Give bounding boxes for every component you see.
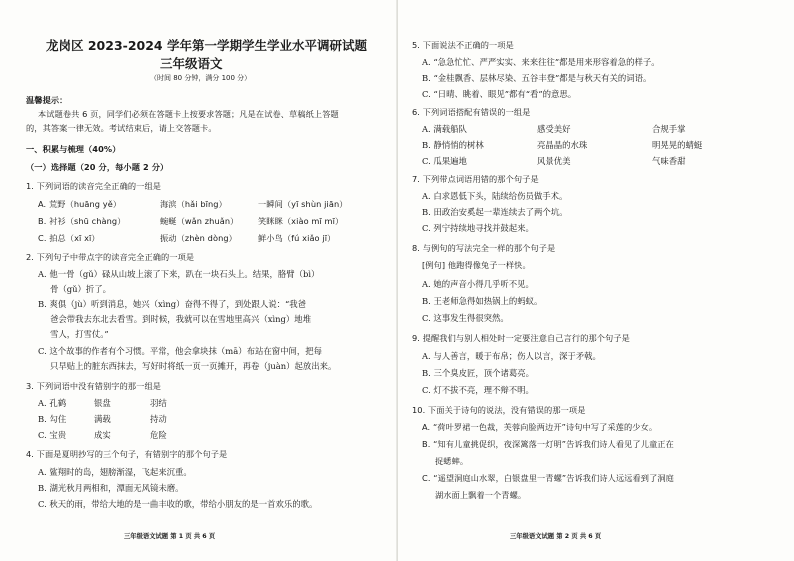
option-item: 振动（zhèn dòng） [160,233,237,243]
option-item: B. 湖光秋月两相和，潭面无风镜未磨。 [38,483,184,493]
question-stem: 1. 下列词语的读音完全正确的一组是 [26,181,162,191]
option-item: B. 王老师急得如热锅上的蚂蚁。 [422,296,543,306]
option-item: B. 三个臭皮匠，顶个诸葛亮。 [422,368,534,378]
option-item: B. 田政治安奚起一辈连续去了两个坑。 [422,207,568,217]
option-item: A. 她的声音小得几乎听不见。 [422,279,534,289]
option-item: B. “金桂飘香、层林尽染、五谷丰登”都是与秋天有关的词语。 [422,73,652,83]
option-item: A. 他一骨（gǔ）碌从山坡上滚了下来，趴在一块石头上。结果，胳臂（bì） [38,269,320,279]
option-item: 捉蟋蟀。 [435,456,469,466]
option-item: 一瞬间（yī shùn jiān） [258,199,348,209]
option-item: 满载 [94,414,111,424]
option-item: B. 衬衫（shū chàng） [38,216,126,226]
option-item: C. 灯不拔不亮，理不辩不明。 [422,385,534,395]
option-item: C. 瓜果遍地 [422,156,467,166]
option-item: 海滨（hǎi bīng） [160,199,227,209]
option-item: 鲜小鸟（fú xiǎo jī） [258,233,336,243]
option-item: 风景优美 [537,156,571,166]
question-stem: 9. 提醒我们与别人相处时一定要注意自己言行的那个句子是 [412,333,630,343]
question-stem: 4. 下面是夏明抄写的三个句子，有错别字的那个句子是 [26,449,228,459]
page-footer: 三年级语文试题 第 1 页 共 6 页 [124,533,216,540]
option-item: 爸会带我去东北去看雪。到时候，我就可以在雪地里高兴（xìng）地堆 [50,314,312,324]
option-item: 成实 [94,430,111,440]
option-item: C. 这个故事的作者有个习惯。平常，他会拿块抹（mā）布站在窗中间，把每 [38,346,322,356]
section-heading: 一、积累与梳理（40%） [26,144,121,154]
question-stem: 5. 下面说法不正确的一项是 [412,40,514,50]
option-item: B. 勾住 [38,414,67,424]
option-item: 合规手掌 [652,124,686,134]
option-item: 亮晶晶的水珠 [537,140,588,150]
option-item: 雪人，打雪仗。” [50,329,109,339]
option-item: A. “荷叶罗裙一色裁，芙蓉向脸两边开”诗句中写了采莲的少女。 [422,422,658,432]
option-item: 感受美好 [537,124,571,134]
question-stem: 6. 下列词语搭配有错误的一组是 [412,107,531,117]
option-item: A. 孔鹤 [38,398,67,408]
option-item: A. 鲨翔时的岛，翅膀渐湿，飞起来沉重。 [38,467,192,477]
option-item: C. “遥望洞庭山水翠，白银盘里一青螺”告诉我们诗人远远看到了洞庭 [422,473,674,483]
option-item: 笑眯眯（xiào mī mī） [258,216,344,226]
option-item: A. 与人善言，暖于布帛；伤人以言，深于矛戟。 [422,351,601,361]
question-stem: 2. 下列句子中带点字的读音完全正确的一项是 [26,252,195,262]
exam-title: 龙岗区 2023-2024 学年第一学期学生学业水平调研试题 [46,38,367,53]
option-item: C. 这事发生得很突然。 [422,313,509,323]
option-item: 蜿蜒（wǎn zhuǎn） [160,216,239,226]
option-item: 危险 [150,430,167,440]
notice-line: 的，其答案一律无效。考试结束后，请上交答题卡。 [26,123,217,133]
option-item: B. 爽俱（jù）听到消息，她兴（xìng）奋得不得了，到处跟人说：“我爸 [38,299,307,309]
question-stem: 7. 下列带点词语用错的那个句子是 [412,174,539,184]
subsection-heading: （一）选择题（20 分，每小题 2 分） [26,162,169,172]
option-item: C. 拍总（xī xī） [38,233,100,243]
exam-duration: （时间 80 分钟，满分 100 分） [150,74,252,82]
exam-page-2 [397,0,794,561]
question-stem: 8. 与例句的写法完全一样的那个句子是 [412,243,556,253]
option-item: 只早贴上的脏东西抹去，写好时将纸一页一页摊开，再卷（juàn）起放出来。 [50,361,337,371]
option-item: 持动 [150,414,167,424]
option-item: 羽结 [150,398,167,408]
option-item: C. 列宁持续地寻找并鼓起来。 [422,223,534,233]
option-item: A. 满载船队 [422,124,467,134]
subject-title: 三年级语文 [160,56,223,71]
option-item: A. “急急忙忙、严严实实、来来往往”都是用来形容着急的样子。 [422,57,660,67]
option-item: 银盘 [94,398,111,408]
option-item: 气味香甜 [652,156,686,166]
page-footer: 三年级语文试题 第 2 页 共 6 页 [510,533,602,540]
question-stem: 3. 下列词语中没有错别字的那一组是 [26,381,162,391]
option-item: A. 荒野（huāng yě） [38,199,122,209]
option-item: 湖水面上飘着一个青螺。 [435,490,527,500]
option-item: B. “知有儿童挑促织，夜深篱落一灯明”告诉我们诗人看见了儿童正在 [422,439,674,449]
example-sentence: [例句] 他跑得像兔子一样快。 [422,260,531,270]
notice-label: 温馨提示： [26,95,68,105]
option-item: C. 宝贵 [38,430,67,440]
option-item: 明晃晃的蜻蜓 [652,140,703,150]
option-item: 骨（gǔ）折了。 [50,284,112,294]
notice-line: 本试题卷共 6 页，同学们必须在答题卡上按要求答题；凡是在试卷、草稿纸上答题 [38,109,339,119]
option-item: A. 白求恩低下头，陆续给伤员做手术。 [422,191,568,201]
option-item: C. 秋天的雨，带给大地的是一曲丰收的歌，带给小朋友的是一首欢乐的歌。 [38,499,318,509]
question-stem: 10. 下面关于诗句的说法，没有错误的那一项是 [412,405,586,415]
option-item: B. 静悄悄的树林 [422,140,484,150]
option-item: C. “日晴、眺着、眼见”都有“看”的意思。 [422,89,577,99]
